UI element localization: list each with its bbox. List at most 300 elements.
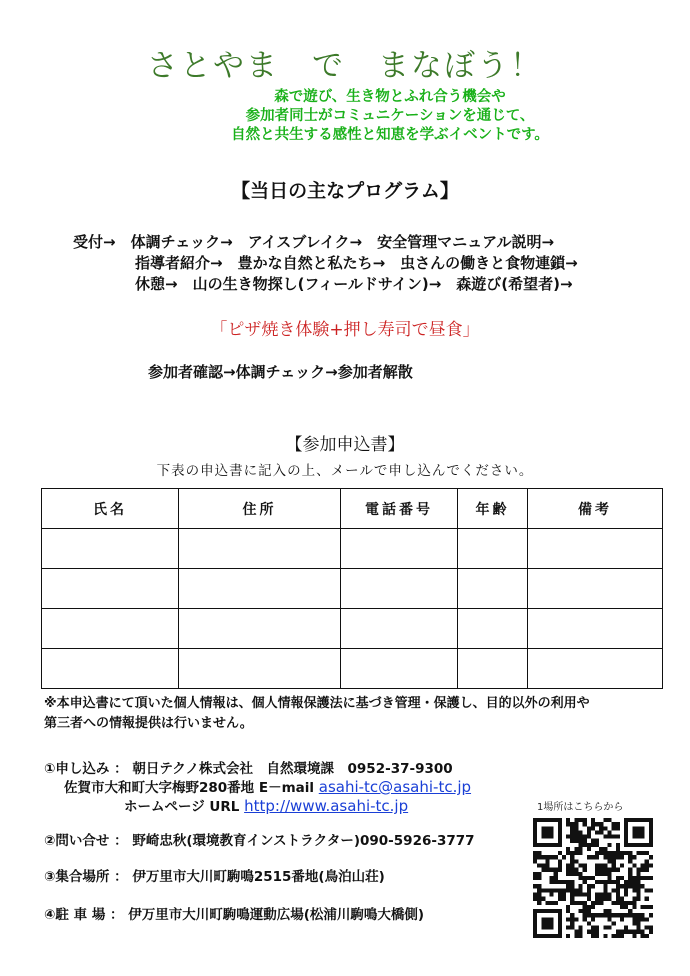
qr-module (612, 868, 616, 872)
qr-module (550, 843, 554, 847)
qr-module (550, 818, 554, 822)
qr-module (558, 864, 562, 868)
qr-module (649, 888, 653, 892)
qr-module (574, 851, 578, 855)
qr-module (649, 930, 653, 934)
page-title: さとやま で まなぼう！ (147, 48, 543, 84)
qr-module (554, 901, 558, 905)
qr-module (645, 859, 649, 863)
cell-notes[interactable] (528, 529, 663, 569)
qr-module (579, 901, 583, 905)
qr-module (612, 880, 616, 884)
qr-module (533, 930, 537, 934)
column-phone: 電話番号 (341, 489, 458, 529)
qr-module (641, 851, 645, 855)
qr-module (570, 822, 574, 826)
qr-module (545, 888, 549, 892)
qr-module (612, 921, 616, 925)
qr-module (533, 892, 537, 896)
qr-module (570, 851, 574, 855)
qr-module (533, 822, 537, 826)
qr-module (545, 934, 549, 938)
qr-module (562, 888, 566, 892)
homepage-link[interactable]: http://www.asahi-tc.jp (244, 797, 409, 815)
qr-module (595, 822, 599, 826)
qr-module (558, 822, 562, 826)
qr-module (558, 851, 562, 855)
qr-module (628, 876, 632, 880)
qr-module (574, 839, 578, 843)
qr-module (558, 897, 562, 901)
qr-module (628, 855, 632, 859)
qr-module (554, 880, 558, 884)
qr-module (620, 897, 624, 901)
privacy-notice (44, 694, 664, 734)
qr-module (558, 909, 562, 913)
qr-module (645, 926, 649, 930)
qr-module (612, 901, 616, 905)
parking-info: ④駐 車 場 ： 伊万里市大川町駒鳴運動広場(松浦川駒鳴大橋側) (44, 907, 425, 923)
qr-module (579, 888, 583, 892)
qr-module (628, 868, 632, 872)
qr-module (616, 822, 620, 826)
qr-module (607, 830, 611, 834)
qr-module (607, 851, 611, 855)
qr-module (579, 934, 583, 938)
qr-module (545, 921, 549, 925)
homepage-line (124, 795, 408, 815)
qr-module (603, 934, 607, 938)
cell-address[interactable] (179, 569, 341, 609)
qr-module (545, 901, 549, 905)
qr-module (566, 847, 570, 851)
qr-module (554, 818, 558, 822)
qr-module (612, 934, 616, 938)
cell-phone[interactable] (341, 609, 458, 649)
qr-module (558, 818, 562, 822)
qr-module (583, 843, 587, 847)
qr-module (541, 843, 545, 847)
qr-module (616, 876, 620, 880)
qr-module (603, 888, 607, 892)
qr-module (574, 892, 578, 896)
qr-module (616, 843, 620, 847)
qr-module (558, 835, 562, 839)
cell-age[interactable] (458, 529, 528, 569)
qr-module (645, 818, 649, 822)
table-row (42, 569, 663, 609)
qr-module (595, 843, 599, 847)
cell-phone[interactable] (341, 649, 458, 689)
qr-module (574, 901, 578, 905)
qr-module (595, 930, 599, 934)
qr-module (574, 830, 578, 834)
qr-module (541, 888, 545, 892)
qr-module (649, 826, 653, 830)
table-row (42, 649, 663, 689)
qr-module (537, 909, 541, 913)
qr-module (574, 872, 578, 876)
qr-module (587, 855, 591, 859)
table-row (42, 609, 663, 649)
qr-module (632, 830, 636, 834)
qr-module (603, 884, 607, 888)
qr-module (574, 868, 578, 872)
qr-module (545, 909, 549, 913)
qr-module (533, 839, 537, 843)
qr-module (550, 917, 554, 921)
qr-module (591, 822, 595, 826)
qr-module (624, 839, 628, 843)
qr-module (641, 917, 645, 921)
qr-module (595, 901, 599, 905)
qr-module (587, 897, 591, 901)
program-line-2: 指導者紹介→ 豊かな自然と私たち→ 虫さんの働きと食物連鎖→ (135, 254, 578, 272)
qr-module (541, 835, 545, 839)
qr-module (537, 934, 541, 938)
qr-module (537, 872, 541, 876)
cell-name[interactable] (42, 529, 179, 569)
qr-module (541, 826, 545, 830)
qr-module (636, 913, 640, 917)
qr-module (566, 872, 570, 876)
qr-module (645, 876, 649, 880)
homepage-label: ホームページ URL (124, 799, 240, 815)
qr-module (607, 855, 611, 859)
qr-module (570, 855, 574, 859)
qr-module (566, 888, 570, 892)
qr-module (616, 851, 620, 855)
qr-module (645, 851, 649, 855)
qr-module (628, 818, 632, 822)
qr-module (579, 843, 583, 847)
qr-module (620, 905, 624, 909)
qr-module (574, 930, 578, 934)
qr-module (558, 888, 562, 892)
qr-module (607, 872, 611, 876)
qr-module (558, 880, 562, 884)
qr-module (620, 934, 624, 938)
qr-module (632, 897, 636, 901)
apply-info: ①申し込み ： 朝日テクノ株式会社 自然環境課 0952-37-9300 (44, 761, 453, 777)
qr-module (595, 868, 599, 872)
qr-module (587, 884, 591, 888)
qr-module (541, 855, 545, 859)
cell-name[interactable] (42, 609, 179, 649)
qr-module (599, 868, 603, 872)
program-line-1: 受付→ 体調チェック→ アイスブレイク→ 安全管理マニュアル説明→ (73, 233, 555, 251)
qr-module (603, 851, 607, 855)
qr-module (641, 835, 645, 839)
qr-module (541, 909, 545, 913)
qr-module (545, 843, 549, 847)
qr-module (570, 926, 574, 930)
qr-module (533, 884, 537, 888)
privacy-line-2: 第三者への情報提供は行いません。 (44, 716, 253, 731)
qr-module (541, 818, 545, 822)
email-link[interactable]: asahi-tc@asahi-tc.jp (318, 778, 472, 796)
qr-module (649, 835, 653, 839)
qr-module (624, 926, 628, 930)
qr-module (558, 843, 562, 847)
qr-module (641, 826, 645, 830)
qr-module (641, 818, 645, 822)
cell-address[interactable] (179, 529, 341, 569)
qr-module (587, 909, 591, 913)
cell-name[interactable] (42, 649, 179, 689)
qr-module (595, 913, 599, 917)
qr-module (574, 847, 578, 851)
qr-module (587, 921, 591, 925)
qr-module (566, 868, 570, 872)
qr-module (628, 909, 632, 913)
cell-address[interactable] (179, 649, 341, 689)
qr-module (636, 921, 640, 925)
cell-age[interactable] (458, 649, 528, 689)
qr-module (566, 926, 570, 930)
qr-module (533, 913, 537, 917)
qr-module (591, 926, 595, 930)
column-address: 住所 (179, 489, 341, 529)
qr-module (579, 835, 583, 839)
qr-module (554, 868, 558, 872)
qr-module (624, 888, 628, 892)
qr-module (533, 917, 537, 921)
qr-module (603, 913, 607, 917)
qr-module (583, 818, 587, 822)
qr-module (550, 892, 554, 896)
lunch-highlight: 「ピザ焼き体験+押し寿司で昼食」 (210, 320, 480, 340)
inquiry-info: ②問い合せ ： 野崎忠秋(環境教育インストラクター)090-5926-3777 (44, 833, 475, 849)
qr-module (616, 884, 620, 888)
cell-name[interactable] (42, 569, 179, 609)
qr-module (603, 835, 607, 839)
cell-notes[interactable] (528, 569, 663, 609)
qr-module (632, 917, 636, 921)
qr-module (632, 855, 636, 859)
qr-module (587, 847, 591, 851)
qr-module (570, 839, 574, 843)
qr-module (537, 855, 541, 859)
qr-module (636, 868, 640, 872)
qr-module (541, 934, 545, 938)
qr-module (607, 818, 611, 822)
qr-module (566, 880, 570, 884)
qr-module (641, 876, 645, 880)
qr-module (628, 851, 632, 855)
cell-address[interactable] (179, 609, 341, 649)
qr-module (599, 913, 603, 917)
qr-module (649, 843, 653, 847)
subtitle-line-3: 自然と共生する感性と知恵を学ぶイベントです。 (231, 127, 549, 143)
qr-module (554, 872, 558, 876)
qr-module (612, 826, 616, 830)
qr-module (620, 864, 624, 868)
qr-module (603, 868, 607, 872)
qr-module (599, 880, 603, 884)
qr-module (574, 888, 578, 892)
qr-module (599, 897, 603, 901)
qr-module (537, 843, 541, 847)
qr-module (645, 917, 649, 921)
qr-module (541, 864, 545, 868)
qr-module (545, 826, 549, 830)
qr-code-icon[interactable] (533, 818, 653, 938)
qr-module (649, 830, 653, 834)
qr-module (641, 930, 645, 934)
qr-module (632, 818, 636, 822)
qr-module (599, 851, 603, 855)
qr-module (533, 826, 537, 830)
qr-module (545, 835, 549, 839)
qr-module (537, 851, 541, 855)
qr-module (599, 822, 603, 826)
qr-module (595, 897, 599, 901)
qr-module (607, 892, 611, 896)
qr-module (537, 884, 541, 888)
qr-module (537, 818, 541, 822)
qr-module (579, 926, 583, 930)
qr-module (591, 855, 595, 859)
qr-module (570, 913, 574, 917)
qr-module (579, 851, 583, 855)
cell-phone[interactable] (341, 529, 458, 569)
qr-module (616, 901, 620, 905)
qr-module (574, 818, 578, 822)
subtitle-line-2: 参加者同士がコミュニケーションを通じて、 (245, 108, 535, 124)
qr-module (550, 926, 554, 930)
qr-module (579, 830, 583, 834)
qr-module (595, 855, 599, 859)
qr-module (645, 934, 649, 938)
qr-module (620, 876, 624, 880)
program-line-3: 休憩→ 山の生き物探し(フィールドサイン)→ 森遊び(希望者)→ (135, 275, 573, 293)
qr-module (607, 913, 611, 917)
meeting-place-info: ③集合場所 ： 伊万里市大川町駒鳴2515番地(鳥泊山荘) (44, 869, 385, 885)
qr-module (649, 818, 653, 822)
qr-module (607, 880, 611, 884)
qr-module (612, 835, 616, 839)
qr-module (649, 864, 653, 868)
qr-module (579, 930, 583, 934)
qr-module (603, 855, 607, 859)
qr-module (628, 901, 632, 905)
qr-module (616, 847, 620, 851)
qr-module (583, 917, 587, 921)
qr-module (595, 926, 599, 930)
qr-module (612, 822, 616, 826)
qr-module (632, 888, 636, 892)
qr-module (554, 843, 558, 847)
qr-module (558, 830, 562, 834)
qr-module (599, 872, 603, 876)
qr-module (628, 913, 632, 917)
qr-module (636, 835, 640, 839)
qr-module (533, 830, 537, 834)
qr-module (550, 921, 554, 925)
qr-module (570, 884, 574, 888)
qr-module (628, 859, 632, 863)
qr-module (591, 843, 595, 847)
qr-module (612, 851, 616, 855)
qr-module (624, 901, 628, 905)
qr-module (636, 876, 640, 880)
qr-module (636, 884, 640, 888)
qr-module (641, 884, 645, 888)
qr-module (537, 888, 541, 892)
cell-age[interactable] (458, 609, 528, 649)
qr-module (599, 847, 603, 851)
qr-module (583, 822, 587, 826)
cell-notes[interactable] (528, 609, 663, 649)
qr-module (641, 868, 645, 872)
qr-module (566, 905, 570, 909)
qr-module (583, 909, 587, 913)
address-label: 佐賀市大和町大字梅野280番地 E－mail (64, 780, 315, 796)
table-row (42, 529, 663, 569)
qr-module (645, 868, 649, 872)
qr-module (595, 880, 599, 884)
qr-module (570, 921, 574, 925)
qr-module (587, 835, 591, 839)
qr-module (550, 934, 554, 938)
qr-module (595, 830, 599, 834)
qr-module (533, 921, 537, 925)
qr-module (570, 830, 574, 834)
qr-module (533, 859, 537, 863)
cell-notes[interactable] (528, 649, 663, 689)
qr-module (632, 921, 636, 925)
qr-module (620, 913, 624, 917)
qr-module (533, 851, 537, 855)
qr-module (636, 897, 640, 901)
qr-module (558, 921, 562, 925)
cell-age[interactable] (458, 569, 528, 609)
qr-module (591, 884, 595, 888)
qr-module (558, 934, 562, 938)
qr-module (628, 872, 632, 876)
qr-module (579, 909, 583, 913)
qr-module (595, 839, 599, 843)
qr-module (632, 901, 636, 905)
qr-module (554, 855, 558, 859)
qr-module (624, 913, 628, 917)
qr-module (612, 888, 616, 892)
qr-module (649, 822, 653, 826)
qr-module (641, 830, 645, 834)
qr-module (607, 909, 611, 913)
qr-module (636, 843, 640, 847)
qr-module (570, 868, 574, 872)
qr-module (550, 901, 554, 905)
qr-module (579, 876, 583, 880)
qr-module (587, 826, 591, 830)
qr-module (607, 926, 611, 930)
qr-module (550, 826, 554, 830)
qr-module (558, 930, 562, 934)
qr-module (603, 897, 607, 901)
qr-module (570, 835, 574, 839)
qr-module (570, 897, 574, 901)
qr-module (550, 880, 554, 884)
qr-module (641, 934, 645, 938)
qr-module (603, 909, 607, 913)
cell-phone[interactable] (341, 569, 458, 609)
qr-module (550, 855, 554, 859)
qr-module (587, 830, 591, 834)
qr-module (591, 876, 595, 880)
qr-module (624, 818, 628, 822)
